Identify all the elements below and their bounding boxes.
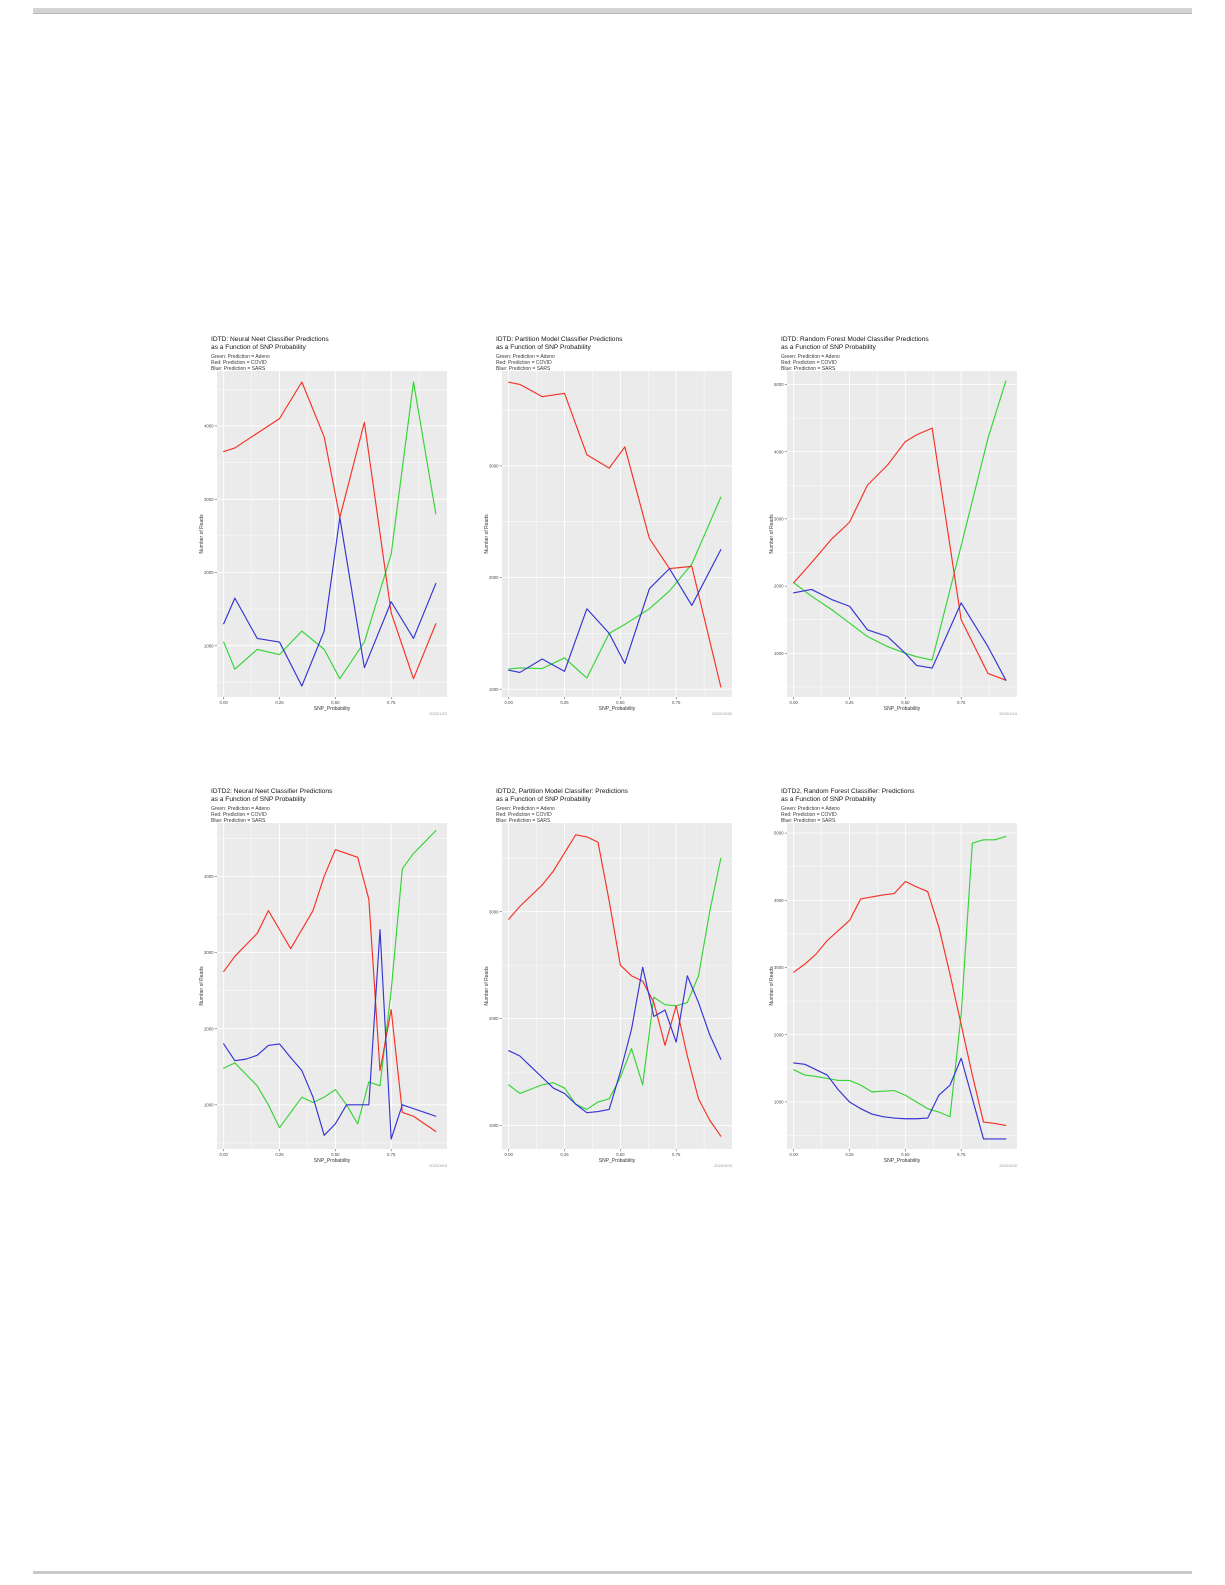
x-axis-title: SNP_Probability xyxy=(598,1158,636,1164)
y-tick-label: 1000 xyxy=(488,686,499,692)
chart-block-idtd2-neural-net xyxy=(196,785,452,1169)
date-stamp: 2020/3/03 xyxy=(714,1163,732,1168)
y-tick-label: 1000 xyxy=(773,650,784,656)
chart-title-line2: as a Function of SNP Probability xyxy=(496,344,591,351)
x-tick-label: 0.50 xyxy=(616,1151,625,1157)
date-stamp: 2020/1/24 xyxy=(999,711,1017,716)
chart-title-line1: IDTD2, Partition Model Classifier: Predictions xyxy=(496,788,628,795)
y-tick-label: 1000 xyxy=(203,643,214,649)
y-tick-label: 4000 xyxy=(773,449,784,455)
date-stamp: 2020/3/03 xyxy=(429,1163,447,1168)
chart-title xyxy=(211,788,332,804)
x-tick-label: 0.00 xyxy=(219,1151,228,1157)
y-tick-label: 3000 xyxy=(488,463,499,469)
chart-title-line1: IDTD: Neural Neet Classifier Predictions xyxy=(211,336,329,343)
chart-title-line2: as a Function of SNP Probability xyxy=(781,796,876,803)
legend-line-green: Green: Prediction = Adeno xyxy=(211,805,270,812)
legend-line-blue: Blue: Prediction = SARS xyxy=(211,365,266,372)
y-axis-title: Number of Reads xyxy=(484,966,490,1006)
chart-title-line1: IDTD2, Random Forest Classifier: Predictions xyxy=(781,788,915,795)
y-tick-label: 4000 xyxy=(203,873,214,879)
x-tick-label: 0.75 xyxy=(671,1151,681,1157)
chart-plot-idtd-random-forest xyxy=(766,333,1022,717)
legend-line-red: Red: Prediction = COVID xyxy=(211,359,267,366)
chart-title xyxy=(496,788,628,804)
chart-title xyxy=(781,788,914,804)
date-stamp: 2020/12/30 xyxy=(711,711,732,716)
x-tick-label: 0.00 xyxy=(789,1151,798,1157)
legend-line-green: Green: Prediction = Adeno xyxy=(781,353,840,360)
x-tick-label: 0.50 xyxy=(331,1151,340,1157)
x-tick-label: 0.25 xyxy=(560,1151,569,1157)
chart-legend xyxy=(211,806,270,825)
y-tick-label: 5000 xyxy=(773,830,784,836)
chart-title-line1: IDTD2: Neural Neet Classifier Predictions xyxy=(211,788,333,795)
y-axis-title: Number of Reads xyxy=(769,966,775,1006)
chart-title-line2: as a Function of SNP Probability xyxy=(496,796,591,803)
y-tick-label: 4000 xyxy=(203,423,214,429)
chart-legend xyxy=(781,806,840,825)
y-tick-label: 3000 xyxy=(773,965,784,971)
y-tick-label: 5000 xyxy=(773,382,784,388)
chart-block-idtd2-random-forest xyxy=(766,785,1022,1169)
legend-line-red: Red: Prediction = COVID xyxy=(781,811,837,818)
y-tick-label: 3000 xyxy=(488,909,499,915)
x-tick-label: 0.50 xyxy=(616,699,625,705)
legend-line-red: Red: Prediction = COVID xyxy=(211,811,267,818)
x-tick-label: 0.00 xyxy=(219,699,228,705)
y-tick-label: 1000 xyxy=(773,1099,784,1105)
chart-title xyxy=(496,336,622,352)
y-tick-label: 3000 xyxy=(203,496,214,502)
x-tick-label: 0.25 xyxy=(275,1151,284,1157)
chart-title xyxy=(781,336,929,352)
x-tick-label: 0.00 xyxy=(504,699,513,705)
legend-line-blue: Blue: Prediction = SARS xyxy=(781,817,836,824)
y-axis-title: Number of Reads xyxy=(199,966,205,1006)
x-axis-title: SNP_Probability xyxy=(883,1158,921,1164)
legend-line-red: Red: Prediction = COVID xyxy=(781,359,837,366)
chart-block-idtd-random-forest xyxy=(766,333,1022,717)
y-axis-title: Number of Reads xyxy=(199,514,205,554)
x-axis-title: SNP_Probability xyxy=(313,706,351,712)
y-tick-label: 1000 xyxy=(488,1123,499,1129)
chart-title-line2: as a Function of SNP Probability xyxy=(211,796,306,803)
y-tick-label: 2000 xyxy=(203,570,214,576)
date-stamp: 2020/3/02 xyxy=(999,1163,1017,1168)
legend-line-green: Green: Prediction = Adeno xyxy=(211,353,270,360)
page-edge-top xyxy=(33,8,1192,14)
page-edge-bottom xyxy=(33,1571,1192,1574)
chart-title-line2: as a Function of SNP Probability xyxy=(211,344,306,351)
legend-line-green: Green: Prediction = Adeno xyxy=(496,805,555,812)
chart-plot-idtd-partition-model xyxy=(481,333,737,717)
x-tick-label: 0.50 xyxy=(901,1151,910,1157)
legend-line-blue: Blue: Prediction = SARS xyxy=(211,817,266,824)
legend-line-green: Green: Prediction = Adeno xyxy=(781,805,840,812)
y-tick-label: 2000 xyxy=(773,1032,784,1038)
legend-line-green: Green: Prediction = Adeno xyxy=(496,353,555,360)
y-tick-label: 2000 xyxy=(488,575,499,581)
legend-line-blue: Blue: Prediction = SARS xyxy=(496,365,551,372)
chart-plot-idtd2-partition-model xyxy=(481,785,737,1169)
y-tick-label: 3000 xyxy=(773,516,784,522)
y-tick-label: 1000 xyxy=(203,1102,214,1108)
legend-line-red: Red: Prediction = COVID xyxy=(496,811,552,818)
y-tick-label: 2000 xyxy=(203,1026,214,1032)
chart-title-line1: IDTD: Random Forest Model Classifier Predictions xyxy=(781,336,929,343)
legend-line-red: Red: Prediction = COVID xyxy=(496,359,552,366)
chart-title-line2: as a Function of SNP Probability xyxy=(781,344,876,351)
x-tick-label: 0.00 xyxy=(789,699,798,705)
x-tick-label: 0.50 xyxy=(331,699,340,705)
chart-block-idtd-neural-net xyxy=(196,333,452,717)
x-tick-label: 0.25 xyxy=(845,699,854,705)
chart-plot-idtd2-random-forest xyxy=(766,785,1022,1169)
x-tick-label: 0.75 xyxy=(671,699,681,705)
x-tick-label: 0.25 xyxy=(560,699,569,705)
chart-block-idtd-partition-model xyxy=(481,333,737,717)
x-tick-label: 0.25 xyxy=(275,699,284,705)
x-tick-label: 0.00 xyxy=(504,1151,513,1157)
chart-legend xyxy=(496,354,555,373)
x-tick-label: 0.75 xyxy=(386,699,396,705)
legend-line-blue: Blue: Prediction = SARS xyxy=(496,817,551,824)
x-tick-label: 0.25 xyxy=(845,1151,854,1157)
y-tick-label: 2000 xyxy=(773,583,784,589)
x-axis-title: SNP_Probability xyxy=(598,706,636,712)
y-tick-label: 3000 xyxy=(203,950,214,956)
date-stamp: 2020/1/23 xyxy=(429,711,447,716)
x-axis-title: SNP_Probability xyxy=(883,706,921,712)
y-axis-title: Number of Reads xyxy=(769,514,775,554)
x-tick-label: 0.75 xyxy=(386,1151,396,1157)
chart-plot-idtd2-neural-net xyxy=(196,785,452,1169)
chart-plot-idtd-neural-net xyxy=(196,333,452,717)
y-tick-label: 4000 xyxy=(773,897,784,903)
x-tick-label: 0.50 xyxy=(901,699,910,705)
legend-line-blue: Blue: Prediction = SARS xyxy=(781,365,836,372)
x-axis-title: SNP_Probability xyxy=(313,1158,351,1164)
chart-title-line1: IDTD: Partition Model Classifier Predictions xyxy=(496,336,623,343)
chart-legend xyxy=(781,354,840,373)
chart-title xyxy=(211,336,329,352)
y-axis-title: Number of Reads xyxy=(484,514,490,554)
chart-block-idtd2-partition-model xyxy=(481,785,737,1169)
chart-legend xyxy=(496,806,555,825)
x-tick-label: 0.75 xyxy=(956,699,966,705)
y-tick-label: 2000 xyxy=(488,1016,499,1022)
x-tick-label: 0.75 xyxy=(956,1151,966,1157)
chart-legend xyxy=(211,354,270,373)
